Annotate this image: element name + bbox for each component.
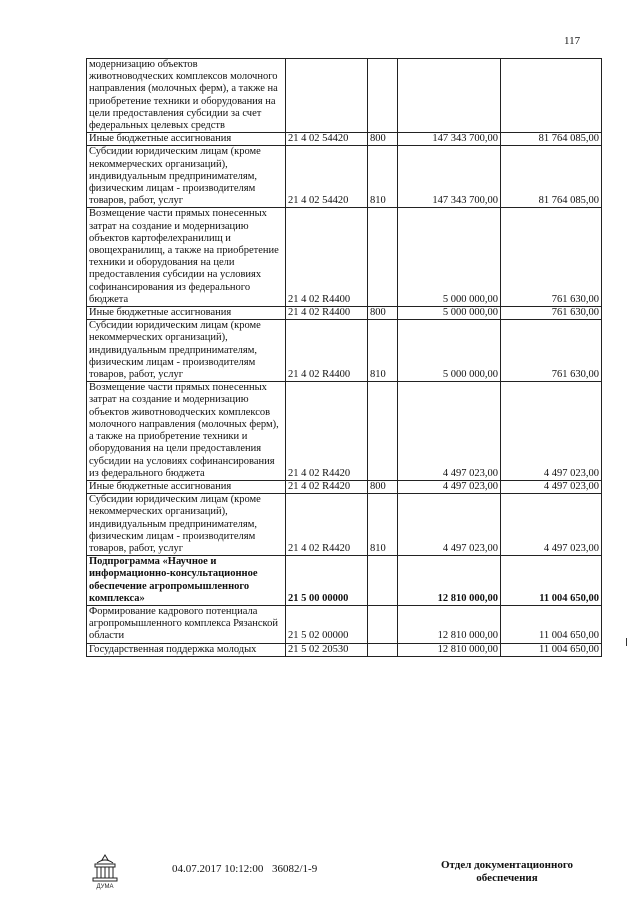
row-sum-2017-cell: 4 497 023,00 — [398, 480, 501, 493]
row-sum-executed-cell: 761 630,00 — [501, 307, 602, 320]
row-code-cell: 21 5 02 20530 — [286, 643, 368, 656]
row-sum-executed-cell: 761 630,00 — [501, 208, 602, 307]
row-name-cell: Иные бюджетные ассигнования — [87, 307, 286, 320]
table-row — [87, 320, 602, 382]
page-number: 117 — [564, 35, 581, 47]
row-name-cell: Иные бюджетные ассигнования — [87, 133, 286, 146]
row-type-cell: 800 — [368, 133, 398, 146]
row-sum-executed-cell: 11 004 650,00 — [501, 643, 602, 656]
row-code-cell: 21 4 02 R4420 — [286, 494, 368, 556]
table-row — [87, 643, 602, 656]
row-sum-2017-cell: 147 343 700,00 — [398, 146, 501, 208]
table-row — [87, 556, 602, 606]
row-code-cell: 21 5 02 00000 — [286, 605, 368, 643]
row-name-cell: Субсидии юридическим лицам (кроме некоммерческих организаций), индивидуальным предпринимателям, физическим лицам - производителям товаров, работ, услуг — [87, 320, 286, 382]
row-name-cell: модернизацию объектов животноводческих комплексов молочного направления (молочных ферм), а также на приобретение техники и оборудования на цели предоставления субсидии за счет федеральных целевых средств — [87, 59, 286, 133]
row-sum-executed-cell: 4 497 023,00 — [501, 382, 602, 481]
row-name-cell: Иные бюджетные ассигнования — [87, 480, 286, 493]
row-type-cell: 810 — [368, 494, 398, 556]
row-sum-2017-cell: 5 000 000,00 — [398, 307, 501, 320]
row-name-cell: Субсидии юридическим лицам (кроме некоммерческих организаций), индивидуальным предпринимателям, физическим лицам - производителям товаров, работ, услуг — [87, 146, 286, 208]
table-row — [87, 307, 602, 320]
row-type-cell — [368, 643, 398, 656]
row-code-cell: 21 5 00 00000 — [286, 556, 368, 606]
budget-table-body — [87, 59, 602, 657]
row-name-cell: Подпрограмма «Научное и информационно-консультационное обеспечение агропромышленного комплекса» — [87, 556, 286, 606]
footer-date: 04.07.2017 10:12:00 — [172, 863, 264, 875]
row-code-cell: 21 4 02 R4400 — [286, 208, 368, 307]
row-name-cell: Субсидии юридическим лицам (кроме некоммерческих организаций), индивидуальным предпринимателям, физическим лицам - производителям товаров, работ, услуг — [87, 494, 286, 556]
row-sum-2017-cell — [398, 59, 501, 133]
row-sum-2017-cell: 4 497 023,00 — [398, 494, 501, 556]
row-sum-2017-cell: 4 497 023,00 — [398, 382, 501, 481]
row-sum-executed-cell: 81 764 085,00 — [501, 146, 602, 208]
row-sum-executed-cell: 761 630,00 — [501, 320, 602, 382]
row-sum-2017-cell: 12 810 000,00 — [398, 605, 501, 643]
row-type-cell: 810 — [368, 146, 398, 208]
row-name-cell: Государственная поддержка молодых — [87, 643, 286, 656]
row-code-cell: 21 4 02 R4400 — [286, 307, 368, 320]
table-row — [87, 605, 602, 643]
table-row — [87, 208, 602, 307]
row-type-cell — [368, 556, 398, 606]
row-code-cell: 21 4 02 54420 — [286, 146, 368, 208]
table-row — [87, 494, 602, 556]
row-sum-2017-cell: 5 000 000,00 — [398, 320, 501, 382]
table-row — [87, 59, 602, 133]
row-code-cell: 21 4 02 54420 — [286, 133, 368, 146]
row-sum-2017-cell: 5 000 000,00 — [398, 208, 501, 307]
budget-table — [86, 58, 602, 657]
row-sum-executed-cell: 4 497 023,00 — [501, 480, 602, 493]
row-sum-executed-cell — [501, 59, 602, 133]
row-code-cell: 21 4 02 R4400 — [286, 320, 368, 382]
row-type-cell — [368, 382, 398, 481]
table-row — [87, 146, 602, 208]
row-name-cell: Возмещение части прямых понесенных затрат на создание и модернизацию объектов картофелехранилищ и овощехранилищ, а также на приобретение техники и оборудования на цели предоставления субсидии на условиях софинансирования из федерального бюджета — [87, 208, 286, 307]
footer-department: Отдел документационного обеспечения — [440, 859, 574, 884]
row-type-cell: 800 — [368, 307, 398, 320]
row-sum-executed-cell: 4 497 023,00 — [501, 494, 602, 556]
row-type-cell — [368, 208, 398, 307]
row-type-cell — [368, 59, 398, 133]
logo-text: ДУМА — [96, 884, 114, 890]
row-name-cell: Возмещение части прямых понесенных затрат на создание и модернизацию объектов животноводческих комплексов молочного направления (молочных ферм), а также на приобретение техники и оборудования на цели предоставления субсидии на условиях софинансирования из федерального бюджета — [87, 382, 286, 481]
row-type-cell: 800 — [368, 480, 398, 493]
footer-doc-code: 36082/1-9 — [272, 863, 318, 875]
row-sum-2017-cell: 12 810 000,00 — [398, 643, 501, 656]
row-sum-executed-cell: 81 764 085,00 — [501, 133, 602, 146]
row-code-cell — [286, 59, 368, 133]
table-row — [87, 480, 602, 493]
row-code-cell: 21 4 02 R4420 — [286, 382, 368, 481]
row-sum-executed-cell: 11 004 650,00 — [501, 605, 602, 643]
row-code-cell: 21 4 02 R4420 — [286, 480, 368, 493]
row-sum-2017-cell: 147 343 700,00 — [398, 133, 501, 146]
duma-logo-icon — [88, 853, 122, 891]
row-type-cell — [368, 605, 398, 643]
page-footer — [0, 855, 640, 895]
margin-tick — [626, 638, 627, 646]
row-sum-2017-cell: 12 810 000,00 — [398, 556, 501, 606]
table-row — [87, 133, 602, 146]
table-row — [87, 382, 602, 481]
row-sum-executed-cell: 11 004 650,00 — [501, 556, 602, 606]
row-name-cell: Формирование кадрового потенциала агропромышленного комплекса Рязанской области — [87, 605, 286, 643]
row-type-cell: 810 — [368, 320, 398, 382]
